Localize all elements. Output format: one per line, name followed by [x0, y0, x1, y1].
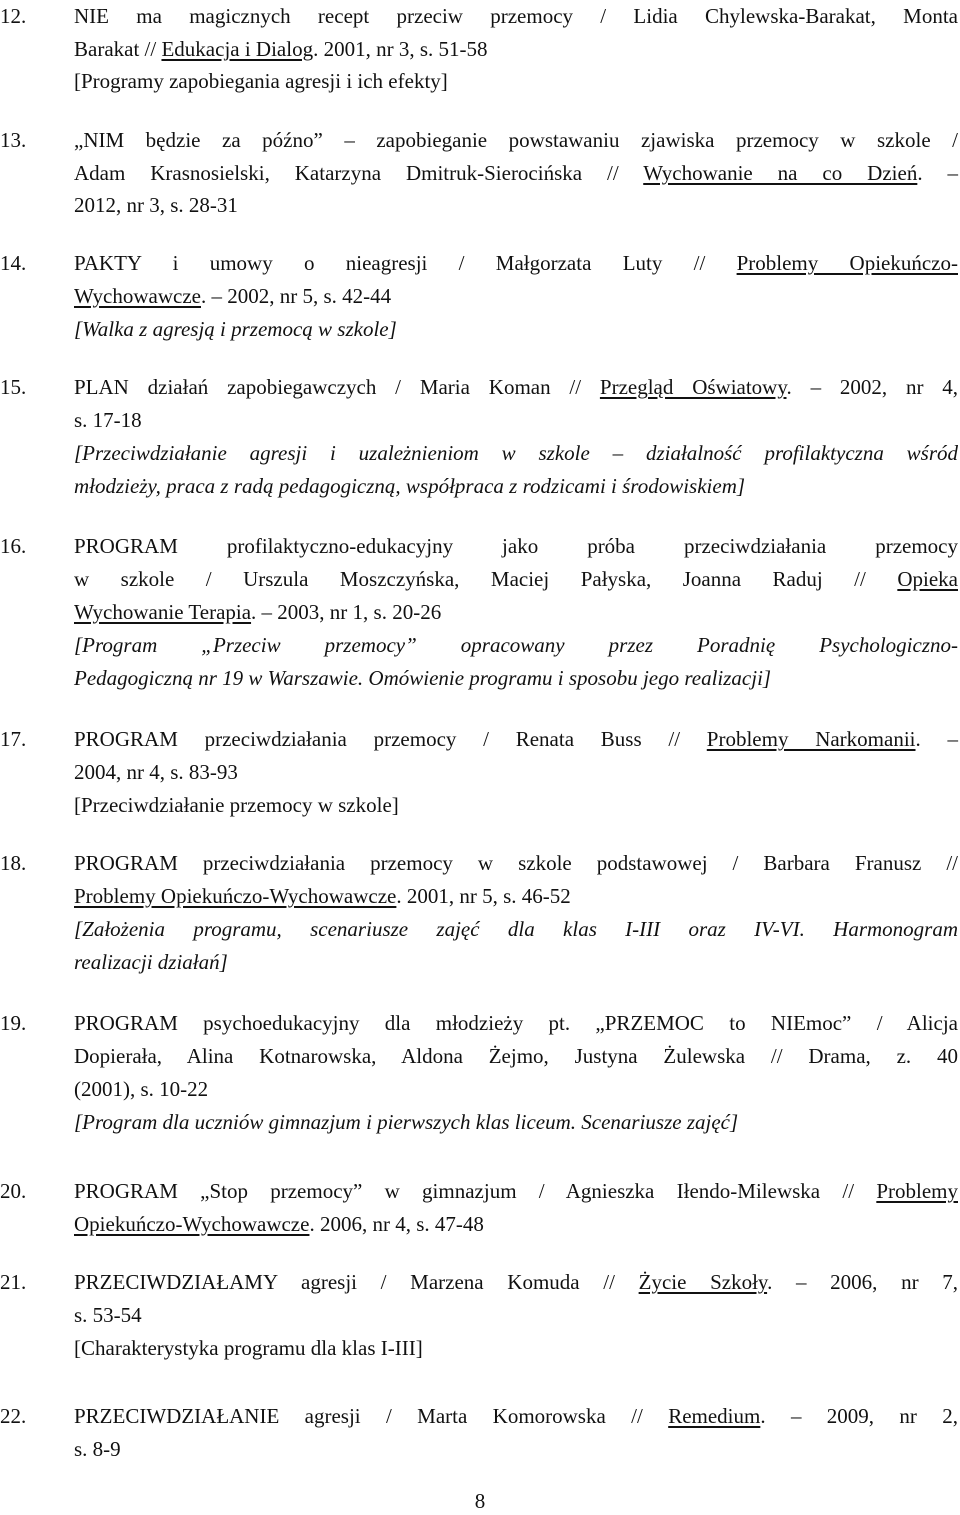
entry-text: PROGRAM „Stop przemocy” w gimnazjum / Agnieszka Iłendo-Milewska // [74, 1179, 877, 1203]
journal-title-link[interactable]: Remedium [668, 1404, 761, 1428]
entry-line [74, 437, 958, 470]
entry-number: 14. [0, 251, 27, 275]
entry-text: . 2001, nr 5, s. 46-52 [396, 884, 571, 908]
entry-text: . – 2006, nr 7, [767, 1270, 958, 1294]
entry-number: 18. [0, 851, 27, 875]
entry-line [74, 1332, 958, 1365]
entry-number: 15. [0, 375, 27, 399]
entry-text: s. 8-9 [74, 1437, 121, 1461]
journal-title-link[interactable]: Wychowawcze [74, 284, 201, 308]
entry-text: . – [915, 727, 958, 751]
entry-line [74, 596, 958, 629]
entry-line [74, 157, 958, 190]
entry-text: Adam Krasnosielski, Katarzyna Dmitruk-Sierocińska // [74, 161, 644, 185]
entry-number: 20. [0, 1179, 27, 1203]
entry-text: [Programy zapobiegania agresji i ich efekty] [74, 69, 448, 93]
entry-text: [Charakterystyka programu dla klas I-III] [74, 1336, 423, 1360]
journal-title-link[interactable]: Problemy [876, 1179, 958, 1203]
entry-line [74, 1433, 958, 1466]
entry-text: młodzieży, praca z radą pedagogiczną, współpraca z rodzicami i środowiskiem] [74, 474, 746, 498]
entry-text: 2012, nr 3, s. 28-31 [74, 193, 238, 217]
entry-line [74, 1299, 958, 1332]
entry-text: [Walka z agresją i przemocą w szkole] [74, 317, 397, 341]
entry-line [74, 33, 958, 66]
entry-text: [Przeciwdziałanie przemocy w szkole] [74, 793, 399, 817]
entry-line [74, 189, 958, 222]
entry-text: . 2001, nr 3, s. 51-58 [313, 37, 488, 61]
entry-line [74, 563, 958, 596]
journal-title-link[interactable]: Problemy Opiekuńczo- [736, 251, 958, 275]
entry-line [74, 1208, 958, 1241]
entry-line [74, 247, 958, 280]
entry-line [74, 65, 958, 98]
entry-text: PRZECIWDZIAŁAMY agresji / Marzena Komuda // [74, 1270, 639, 1294]
entry-line [74, 662, 958, 695]
entry-line [74, 913, 958, 946]
entry-line [74, 530, 958, 563]
entry-line [74, 629, 958, 662]
journal-title-link[interactable]: Przegląd Oświatowy [599, 375, 787, 399]
journal-title-link[interactable]: Opieka [897, 567, 958, 591]
entry-number: 19. [0, 1011, 27, 1035]
entry-line [74, 0, 958, 33]
entry-text: (2001), s. 10-22 [74, 1077, 209, 1101]
entry-line [74, 1175, 958, 1208]
entry-line [74, 371, 958, 404]
entry-text: PROGRAM profilaktyczno-edukacyjny jako próba przeciwdziałania przemocy [74, 534, 958, 558]
entry-line [74, 723, 958, 756]
entry-text: s. 53-54 [74, 1303, 142, 1327]
journal-title-link[interactable]: Wychowanie Terapia [74, 600, 252, 624]
entry-line [74, 404, 958, 437]
entry-text: . – [917, 161, 959, 185]
entry-line [74, 1400, 958, 1433]
page-number: 8 [474, 1489, 486, 1513]
entry-line [74, 880, 958, 913]
entry-number: 21. [0, 1270, 27, 1294]
entry-text: . – 2002, nr 5, s. 42-44 [201, 284, 392, 308]
entry-line [74, 756, 958, 789]
entry-text: . 2006, nr 4, s. 47-48 [309, 1212, 484, 1236]
entry-line [74, 946, 958, 979]
entry-text: s. 17-18 [74, 408, 142, 432]
entry-text: . – 2003, nr 1, s. 20-26 [251, 600, 442, 624]
entry-line [74, 470, 958, 503]
entry-line [74, 280, 958, 313]
entry-line [74, 124, 958, 157]
entry-text: PRZECIWDZIAŁANIE agresji / Marta Komorowska // [74, 1404, 669, 1428]
entry-text: „NIM będzie za późno” – zapobieganie powstawaniu zjawiska przemocy w szkole / [74, 128, 958, 152]
entry-text: w szkole / Urszula Moszczyńska, Maciej Pałyska, Joanna Raduj // [74, 567, 898, 591]
journal-title-link[interactable]: Wychowanie na co Dzień [643, 161, 918, 185]
entry-text: realizacji działań] [74, 950, 228, 974]
entry-text: PROGRAM psychoedukacyjny dla młodzieży pt. „PRZEMOC to NIEmoc” / Alicja [74, 1011, 958, 1035]
entry-number: 16. [0, 534, 27, 558]
entry-text: [Przeciwdziałanie agresji i uzależnieniom w szkole – działalność profilaktyczna wśród [74, 441, 958, 465]
entry-line [74, 1106, 958, 1139]
entry-text: [Program „Przeciw przemocy” opracowany przez Poradnię Psychologiczno- [74, 633, 958, 657]
entry-text: [Założenia programu, scenariusze zajęć dla klas I-III oraz IV-VI. Harmonogram [74, 917, 958, 941]
entry-line [74, 1266, 958, 1299]
journal-title-link[interactable]: Problemy Opiekuńczo-Wychowawcze [74, 884, 397, 908]
entry-text: Dopierała, Alina Kotnarowska, Aldona Żejmo, Justyna Żulewska // Drama, z. 40 [74, 1044, 958, 1068]
entry-line [74, 789, 958, 822]
entry-text: . – 2002, nr 4, [786, 375, 959, 399]
entry-line [74, 847, 958, 880]
journal-title-link[interactable]: Problemy Narkomanii [706, 727, 916, 751]
entry-text: Barakat // [74, 37, 162, 61]
entry-text: PROGRAM przeciwdziałania przemocy / Renata Buss // [74, 727, 707, 751]
entry-number: 17. [0, 727, 27, 751]
entry-text: [Program dla uczniów gimnazjum i pierwszych klas liceum. Scenariusze zajęć] [74, 1110, 739, 1134]
entry-text: 2004, nr 4, s. 83-93 [74, 760, 238, 784]
entry-text: NIE ma magicznych recept przeciw przemocy / Lidia Chylewska-Barakat, Monta [74, 4, 958, 28]
entry-line [74, 313, 958, 346]
entry-line [74, 1040, 958, 1073]
entry-text: Pedagogiczną nr 19 w Warszawie. Omówienie programu i sposobu jego realizacji] [74, 666, 772, 690]
entry-text: PAKTY i umowy o nieagresji / Małgorzata Luty // [74, 251, 737, 275]
entry-line [74, 1073, 958, 1106]
entry-line [74, 1007, 958, 1040]
entry-text: PLAN działań zapobiegawczych / Maria Koman // [74, 375, 600, 399]
entry-number: 22. [0, 1404, 27, 1428]
journal-title-link[interactable]: Edukacja i Dialog [161, 37, 314, 61]
entry-text: . – 2009, nr 2, [760, 1404, 958, 1428]
journal-title-link[interactable]: Życie Szkoły [638, 1270, 768, 1294]
entry-text: PROGRAM przeciwdziałania przemocy w szkole podstawowej / Barbara Franusz // [74, 851, 958, 875]
entry-number: 12. [0, 4, 27, 28]
entry-number: 13. [0, 128, 27, 152]
journal-title-link[interactable]: Opiekuńczo-Wychowawcze [74, 1212, 310, 1236]
